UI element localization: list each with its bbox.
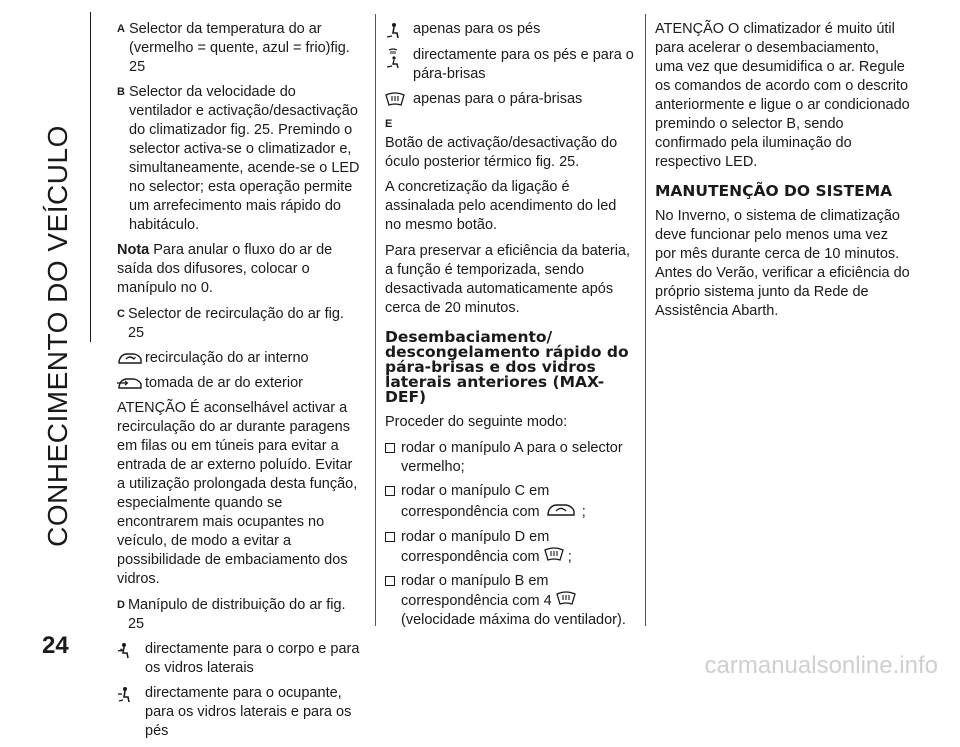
note-label: Nota: [117, 242, 150, 258]
checkbox-bullet-icon: [385, 532, 395, 542]
column-2: [385, 20, 635, 635]
item-letter: C: [117, 308, 125, 320]
distribution-row: [117, 684, 362, 741]
list-item: [385, 439, 635, 477]
list-item-text: ;: [567, 548, 572, 565]
item-text: Selector da temperatura do ar (vermelho = quente, azul = frio)fig. 25: [129, 21, 350, 75]
occupant-side-windows-feet-icon: [117, 684, 145, 704]
distribution-label: directamente para o corpo e para os vidros laterais: [145, 641, 360, 676]
feet-and-windscreen-icon: [385, 46, 413, 70]
distribution-row: [385, 46, 635, 84]
item-e: [385, 115, 635, 172]
section-heading: MANUTENÇÃO DO SISTEMA: [655, 182, 893, 200]
checkbox-bullet-icon: [385, 486, 395, 496]
item-text: Selector de recirculação do ar fig. 25: [127, 306, 344, 341]
column-3: [655, 20, 910, 328]
air-recirculation-icon: [544, 501, 578, 523]
section-heading: Desembaciamento/ descongelamento rápido do pára-brisas e dos vidros laterais anteriores (MAX-DEF): [385, 328, 629, 406]
list-item-text: ;: [581, 503, 586, 520]
column-divider: [645, 14, 646, 626]
column-1: [117, 20, 362, 747]
windscreen-defrost-icon: [544, 547, 564, 567]
warning-text: ATENÇÃO É aconselhável activar a recirculação do ar durante paragens em filas ou em túneis para evitar a entrada de ar externo poluído. Evitar a utilização prolongada desta função, especialmente quando se encontrarem mais ocupantes no veículo, de modo a evitar a possibilidade de embaciamento dos vidros.: [117, 400, 358, 587]
recirculation-label: recirculação do ar interno: [145, 350, 309, 366]
outside-air-icon: [117, 374, 145, 390]
paragraph: No Inverno, o sistema de climatização deve funcionar pelo menos uma vez por mês durante cerca de 10 minutos. Antes do Verão, verificar a eficiência do próprio sistema junto da Rede de Assistência Abarth.: [655, 208, 910, 319]
paragraph: A concretização da ligação é assinalada pelo acendimento do led no mesmo botão.: [385, 179, 617, 233]
feet-only-icon: [385, 20, 413, 40]
item-text: Manípulo de distribuição do ar fig. 25: [127, 597, 346, 632]
item-letter: B: [117, 86, 125, 98]
warning-text: ATENÇÃO O climatizador é muito útil para acelerar o desembaciamento, uma vez que desumidifica o ar. Regule os comandos de acordo com o descrito anteriormente e ligue o ar condicionado premindo o selector B, sendo confirmado pela iluminação do respectivo LED.: [655, 21, 910, 170]
distribution-row: [385, 90, 635, 109]
recirculation-row: [117, 349, 362, 368]
item-text: Botão de activação/desactivação do óculo posterior térmico fig. 25.: [385, 135, 618, 170]
paragraph: Proceder do seguinte modo:: [385, 414, 568, 430]
outside-air-label: tomada de ar do exterior: [145, 375, 303, 391]
paragraph: Para preservar a eficiência da bateria, a função é temporizada, sendo desactivada automaticamente após cerca de 20 minutos.: [385, 243, 631, 316]
air-recirculation-icon: [117, 349, 145, 365]
list-item-text: rodar o manípulo B em correspondência com 4: [401, 573, 552, 609]
section-divider: [90, 12, 91, 342]
distribution-label: directamente para o ocupante, para os vidros laterais e para os pés: [145, 685, 352, 739]
list-item-text: (velocidade máxima do ventilador).: [401, 612, 626, 628]
list-item-text: rodar o manípulo D em correspondência com: [401, 529, 550, 565]
outside-air-row: [117, 374, 362, 393]
distribution-row: [385, 20, 635, 40]
note-text: Para anular o fluxo do ar de saída dos difusores, colocar o manípulo no 0.: [117, 242, 333, 296]
list-item: [385, 572, 635, 630]
distribution-label: apenas para os pés: [413, 21, 541, 37]
note: [117, 241, 362, 298]
list-item: [385, 528, 635, 567]
item-letter: A: [117, 23, 125, 35]
page-number: 24: [42, 632, 69, 659]
watermark-url: carmanualsonline.info: [704, 652, 938, 679]
distribution-label: apenas para o pára-brisas: [413, 91, 583, 107]
item-d: [117, 596, 362, 634]
windscreen-defrost-icon: [556, 591, 576, 611]
checkbox-bullet-icon: [385, 576, 395, 586]
body-and-side-windows-icon: [117, 640, 145, 660]
item-text: Selector da velocidade do ventilador e activação/desactivação do climatizador fig. 25. Premindo o selector activa-se o climatizador e, simultaneamente, acende-se o LED no selector; esta operação permite um arrefecimento mais rápido do habitáculo.: [129, 84, 360, 233]
column-divider: [375, 14, 376, 626]
distribution-label: directamente para os pés e para o pára-brisas: [413, 47, 634, 82]
windscreen-defrost-icon: [385, 90, 413, 106]
section-title: CONHECIMENTO DO VEÍCULO: [42, 125, 73, 547]
distribution-row: [117, 640, 362, 678]
item-a: [117, 20, 362, 77]
item-b: [117, 83, 362, 235]
item-c: [117, 305, 362, 343]
list-item-text: rodar o manípulo C em correspondência com: [401, 483, 550, 520]
checkbox-bullet-icon: [385, 443, 395, 453]
list-item-text: rodar o manípulo A para o selector vermelho;: [401, 440, 623, 475]
item-letter: E: [385, 118, 393, 130]
item-letter: D: [117, 599, 125, 611]
list-item: [385, 482, 635, 523]
